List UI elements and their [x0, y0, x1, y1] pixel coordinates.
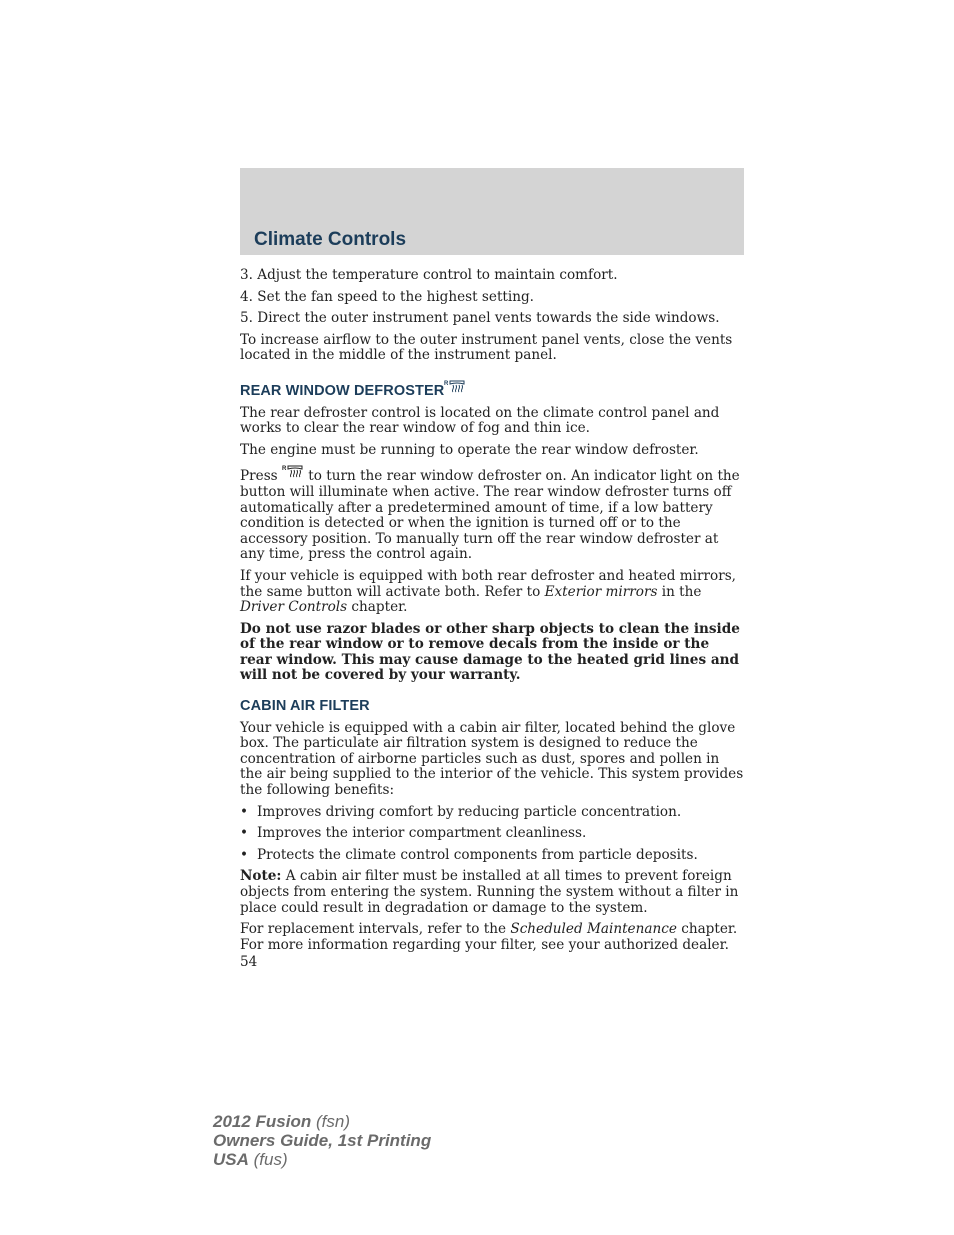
mirror-text-a: If your vehicle is equipped with both rear defroster and heated mirrors, the same button will activate both. Refer to — [240, 567, 736, 600]
chapter-header-band — [240, 168, 744, 255]
benefit-list-item — [240, 805, 745, 821]
benefit-list-item — [240, 848, 745, 864]
bullet-icon: • — [240, 803, 249, 820]
benefit-text: Improves the interior compartment cleanliness. — [257, 825, 587, 842]
note-text: A cabin air filter must be installed at all times to prevent foreign objects from entering the system. Running the system without a filter in place could result in degradation or damage to the system. — [240, 868, 739, 916]
page-number: 54 — [240, 954, 258, 971]
footer-line-1 — [213, 1112, 431, 1131]
bullet-icon: • — [240, 825, 249, 842]
press-instructions: to turn the rear window defroster on. An indicator light on the button will illuminate when active. The rear window defroster turns off automatically after a predetermined amount of time, if a low battery condition is detected or when the ignition is turned off or to the accessory position. To manually turn off the rear window defroster at any time, press the control again. — [240, 468, 740, 563]
replacement-text-a: For replacement intervals, refer to the — [240, 921, 511, 938]
svg-text:R: R — [444, 380, 449, 387]
rear-defroster-heading-text: REAR WINDOW DEFROSTER — [240, 382, 445, 399]
page-content — [240, 268, 745, 971]
cabin-filter-paragraph-1: Your vehicle is equipped with a cabin air filter, located behind the glove box. The particulate air filtration system is designed to reduce the concentration of airborne particles such as dust, spores and pollen in the air being supplied to the interior of the vehicle. This system provides the following benefits: — [240, 719, 744, 799]
defroster-paragraph-1: The rear defroster control is located on the climate control panel and works to clear the rear window of fog and thin ice. — [240, 404, 720, 437]
footer-market: USA — [213, 1150, 249, 1169]
driver-controls-reference: Driver Controls — [240, 599, 348, 616]
bullet-icon: • — [240, 846, 249, 863]
defroster-paragraph-3 — [240, 464, 745, 563]
footer-market-code: (fus) — [248, 1150, 288, 1169]
footer-line-2: Owners Guide, 1st Printing — [213, 1131, 432, 1150]
defroster-paragraph-2: The engine must be running to operate the rear window defroster. — [240, 441, 699, 458]
footer-model: 2012 Fusion — [213, 1112, 312, 1131]
svg-text:R: R — [281, 466, 287, 473]
exterior-mirrors-reference: Exterior mirrors — [544, 583, 658, 600]
press-text: Press — [240, 468, 278, 485]
footer-line-3 — [213, 1150, 431, 1169]
rear-defroster-heading — [240, 379, 745, 400]
mirror-text-c: chapter. — [347, 599, 408, 616]
defroster-warning: Do not use razor blades or other sharp objects to clean the inside of the rear window or to remove decals from the inside or the rear window. This may cause damage to the heated grid lines and will not be covered by your warranty. — [240, 620, 740, 684]
chapter-title: Climate Controls — [254, 229, 407, 250]
cabin-air-filter-heading: CABIN AIR FILTER — [240, 698, 370, 715]
benefit-text: Improves driving comfort by reducing particle concentration. — [257, 803, 682, 820]
mirror-text-b: in the — [657, 583, 702, 600]
airflow-paragraph: To increase airflow to the outer instrument panel vents, close the vents located in the middle of the instrument panel. — [240, 331, 733, 364]
defroster-paragraph-4 — [240, 569, 745, 616]
note-label: Note: — [240, 868, 282, 885]
cabin-filter-note — [240, 869, 745, 916]
footer-model-code: (fsn) — [311, 1112, 350, 1131]
step-3: 3. Adjust the temperature control to maintain comfort. — [240, 267, 618, 283]
step-4: 4. Set the fan speed to the highest setting. — [240, 288, 535, 305]
rear-defroster-icon — [444, 379, 466, 398]
benefit-list-item — [240, 826, 745, 842]
cabin-filter-replacement — [240, 922, 745, 953]
rear-defroster-icon — [282, 464, 304, 483]
document-footer — [213, 1112, 431, 1169]
benefit-text: Protects the climate control components from particle deposits. — [257, 846, 698, 863]
step-5: 5. Direct the outer instrument panel vents towards the side windows. — [240, 310, 720, 327]
scheduled-maintenance-reference: Scheduled Maintenance — [510, 921, 677, 938]
replacement-text-b: chapter. For more information regarding your filter, see your authorized dealer. — [240, 921, 738, 953]
